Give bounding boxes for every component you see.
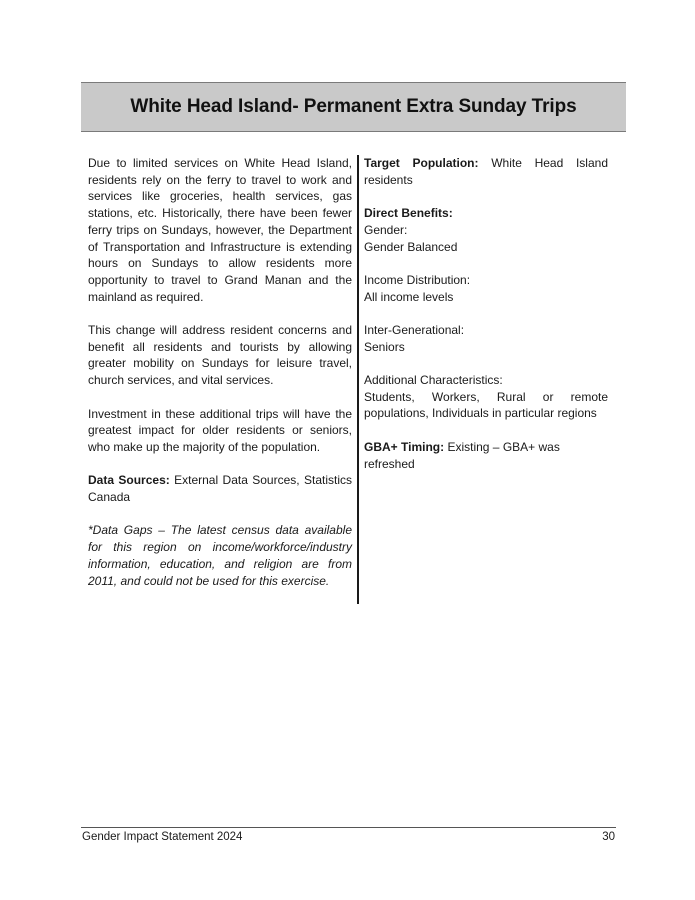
direct-benefits: [364, 205, 608, 255]
inter-generational: [364, 322, 608, 355]
data-sources: [88, 472, 352, 505]
gender-value: Gender Balanced: [364, 239, 458, 254]
description-paragraph-3: Investment in these additional trips will have the greatest impact for older residents or seniors, who make up the majority of the population.: [88, 406, 352, 454]
direct-benefits-label: Direct Benefits:: [364, 206, 453, 221]
intergen-value: Seniors: [364, 339, 405, 354]
target-population-label: Target Population:: [364, 156, 479, 170]
footer-rule: [81, 827, 616, 828]
page-title: White Head Island- Permanent Extra Sunday Trips: [130, 96, 577, 117]
gba-timing: [364, 439, 608, 472]
description-paragraph-2: This change will address resident concerns and benefit all residents and tourists by allowing greater mobility on Sundays for leisure travel, church services, and vital services.: [88, 323, 352, 388]
page-number: 30: [602, 831, 615, 843]
description-paragraph-1: Due to limited services on White Head Island, residents rely on the ferry to travel to work and services like groceries, health services, gas stations, etc. Historically, there have been fewer ferry trips on Sundays, however, the Department of Transportation and Infrastructure is extending hours on Sundays to allow residents more opportunity to travel to Grand Manan and the mainland as required.: [88, 156, 352, 304]
data-sources-label: Data Sources:: [88, 473, 170, 488]
income-value: All income levels: [364, 289, 454, 304]
intergen-label: Inter-Generational:: [364, 322, 465, 337]
additional-characteristics: [364, 372, 608, 422]
gba-timing-value: Existing – GBA+ was refreshed: [364, 439, 560, 471]
column-divider: [357, 155, 359, 604]
target-population: [364, 155, 608, 188]
additional-value: Students, Workers, Rural or remote populations, Individuals in particular regions: [364, 389, 608, 421]
gender-label: Gender:: [364, 222, 408, 237]
income-label: Income Distribution:: [364, 272, 471, 287]
footer-document-title: Gender Impact Statement 2024: [82, 831, 243, 843]
additional-label: Additional Characteristics:: [364, 373, 503, 388]
target-population-value: White Head Island residents: [364, 156, 608, 187]
data-gaps-note: *Data Gaps – The latest census data available for this region on income/workforce/industry information, education, and religion are from 2011, and could not be used for this exercise.: [88, 523, 352, 588]
gba-timing-label: GBA+ Timing:: [364, 439, 445, 454]
title-banner: [81, 82, 626, 132]
data-sources-value: External Data Sources, Statistics Canada: [88, 473, 352, 505]
left-column: [88, 155, 352, 606]
income-distribution: [364, 272, 608, 305]
right-column: [364, 155, 608, 489]
